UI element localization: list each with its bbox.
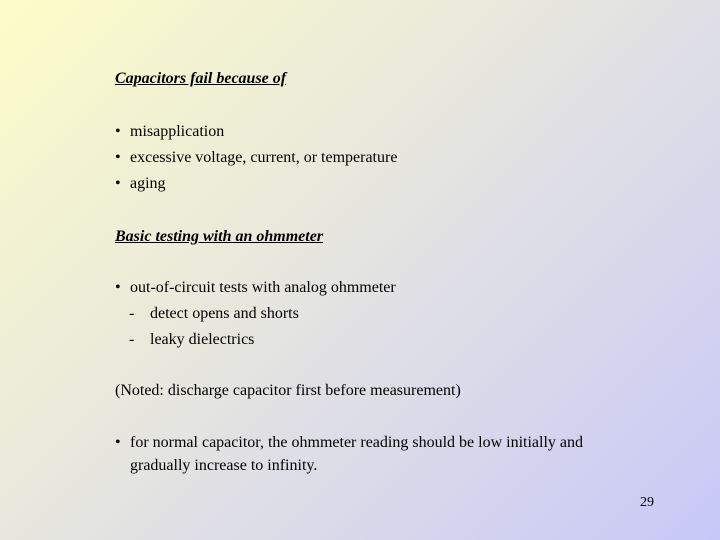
- heading-capacitors-fail: Capacitors fail because of: [115, 70, 287, 87]
- bullet-text: excessive voltage, current, or temperature: [130, 149, 398, 166]
- bullet-aging: [115, 174, 166, 194]
- subitem-text: detect opens and shorts: [150, 305, 299, 322]
- bullet-text: for normal capacitor, the ohmmeter reading should be low initially and: [130, 434, 583, 451]
- subitem-detect-opens: [129, 304, 299, 324]
- bullet-text: misapplication: [130, 123, 225, 140]
- bullet-normal-capacitor-cont: gradually increase to infinity.: [130, 457, 318, 474]
- subitem-leaky: [129, 330, 254, 350]
- page-number: 29: [640, 495, 654, 510]
- bullet-text: aging: [130, 175, 166, 192]
- bullet-dot: •: [115, 279, 121, 296]
- bullet-dot: •: [115, 175, 121, 192]
- bullet-excessive: [115, 148, 397, 168]
- bullet-dot: •: [115, 149, 121, 166]
- bullet-normal-capacitor: [115, 433, 583, 453]
- bullet-dot: •: [115, 123, 121, 140]
- dash: -: [129, 305, 135, 322]
- dash: -: [129, 331, 135, 348]
- bullet-dot: •: [115, 434, 121, 451]
- bullet-out-of-circuit: [115, 278, 396, 298]
- bullet-misapplication: [115, 122, 224, 142]
- note-discharge: (Noted: discharge capacitor first before measurement): [115, 382, 461, 399]
- bullet-text: out-of-circuit tests with analog ohmmeter: [130, 279, 396, 296]
- heading-basic-testing: Basic testing with an ohmmeter: [115, 228, 324, 245]
- subitem-text: leaky dielectrics: [150, 331, 255, 348]
